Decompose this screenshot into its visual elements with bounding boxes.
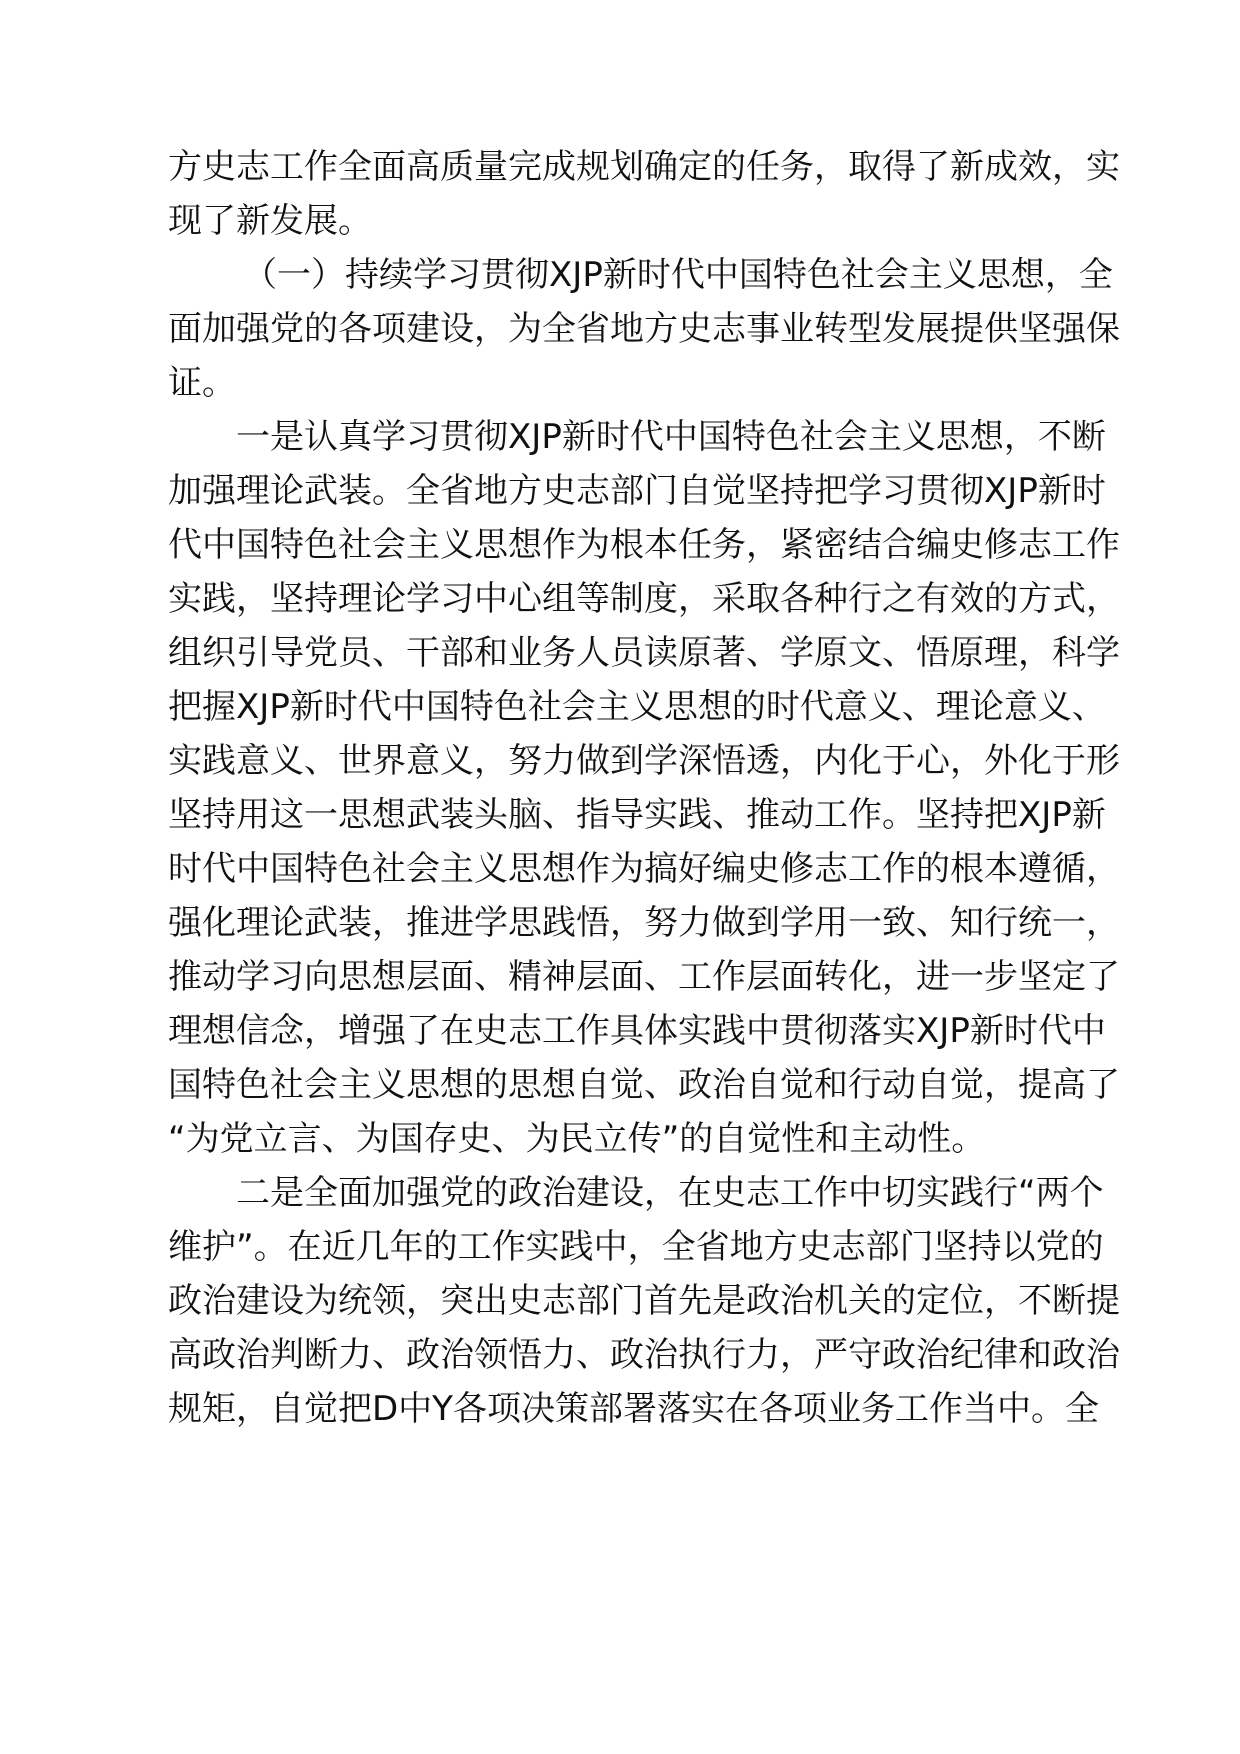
paragraph-2-line-4: 高政治判断力、政治领悟力、政治执行力，严守政治纪律和政治 xyxy=(168,1335,1120,1375)
paragraph-1-line-9: 时代中国特色社会主义思想作为搞好编史修志工作的根本遵循， xyxy=(168,849,1120,889)
paragraph-2-line-3: 政治建设为统领，突出史志部门首先是政治机关的定位，不断提 xyxy=(168,1281,1120,1321)
paragraph-2-line-1: 二是全面加强党的政治建设，在史志工作中切实践行“两个 xyxy=(236,1173,1104,1213)
paragraph-1-line-1: 一是认真学习贯彻XJP新时代中国特色社会主义思想，不断 xyxy=(236,417,1106,457)
paragraph-1-line-7: 实践意义、世界意义，努力做到学深悟透，内化于心，外化于形 xyxy=(168,741,1120,781)
paragraph-1-line-14: “为党立言、为国存史、为民立传”的自觉性和主动性。 xyxy=(168,1119,986,1159)
paragraph-2-line-5: 规矩，自觉把D中Y各项决策部署落实在各项业务工作当中。全 xyxy=(168,1389,1099,1429)
section-heading-line-2: 面加强党的各项建设，为全省地方史志事业转型发展提供坚强保 xyxy=(168,309,1120,349)
paragraph-1-line-4: 实践，坚持理论学习中心组等制度，采取各种行之有效的方式， xyxy=(168,579,1120,619)
paragraph-1-line-5: 组织引导党员、干部和业务人员读原著、学原文、悟原理，科学 xyxy=(168,633,1120,673)
paragraph-2-line-2: 维护”。在近几年的工作实践中，全省地方史志部门坚持以党的 xyxy=(168,1227,1104,1267)
text-line-1: 方史志工作全面高质量完成规划确定的任务，取得了新成效，实 xyxy=(168,147,1120,187)
paragraph-1-line-3: 代中国特色社会主义思想作为根本任务，紧密结合编史修志工作 xyxy=(168,525,1120,565)
paragraph-1-line-8: 坚持用这一思想武装头脑、指导实践、推动工作。坚持把XJP新 xyxy=(168,795,1106,835)
paragraph-1-line-10: 强化理论武装，推进学思践悟，努力做到学用一致、知行统一， xyxy=(168,903,1120,943)
paragraph-1-line-6: 把握XJP新时代中国特色社会主义思想的时代意义、理论意义、 xyxy=(168,687,1106,727)
paragraph-1-line-11: 推动学习向思想层面、精神层面、工作层面转化，进一步坚定了 xyxy=(168,957,1120,997)
paragraph-1-line-13: 国特色社会主义思想的思想自觉、政治自觉和行动自觉，提高了 xyxy=(168,1065,1120,1105)
section-heading-line-3: 证。 xyxy=(168,363,236,403)
paragraph-1-line-12: 理想信念，增强了在史志工作具体实践中贯彻落实XJP新时代中 xyxy=(168,1011,1106,1051)
text-line-2: 现了新发展。 xyxy=(168,201,372,241)
paragraph-1-line-2: 加强理论武装。全省地方史志部门自觉坚持把学习贯彻XJP新时 xyxy=(168,471,1106,511)
section-heading-line-1: （一）持续学习贯彻XJP新时代中国特色社会主义思想，全 xyxy=(243,255,1113,295)
